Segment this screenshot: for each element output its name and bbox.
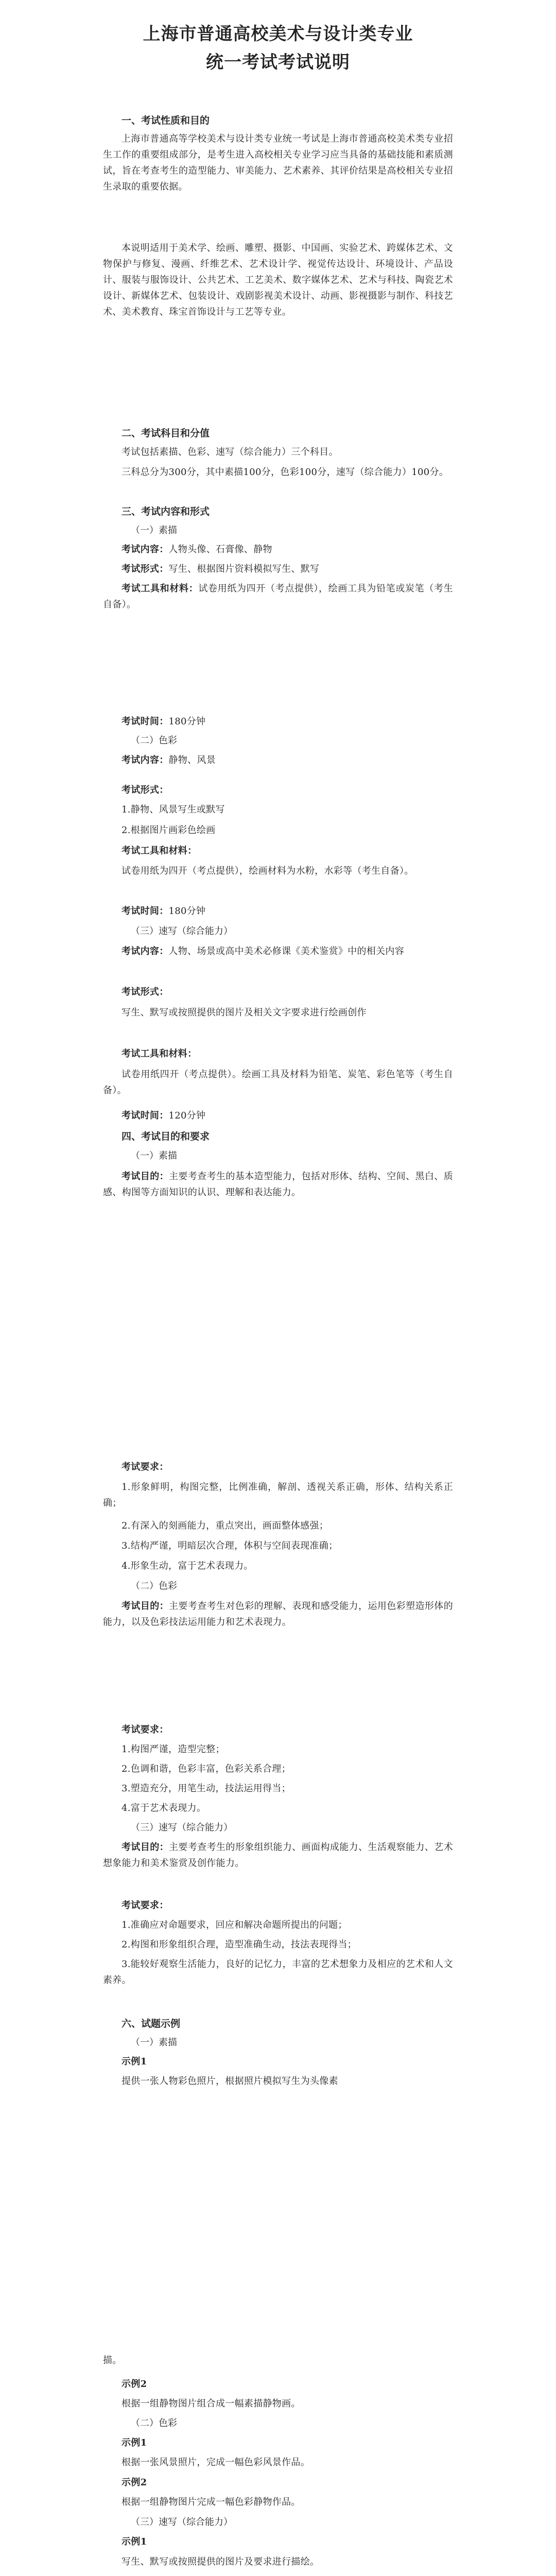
label: 考试工具和材料： xyxy=(121,583,199,594)
section-6-sketch-example-2-label xyxy=(103,2376,453,2392)
section-6-sketch-example-1-label xyxy=(103,2054,453,2070)
label: 考试形式： xyxy=(121,785,169,795)
label: 示例2 xyxy=(121,2379,147,2389)
section-3-quick-content xyxy=(103,943,453,959)
section-4-color-req-4: 4.富于艺术表现力。 xyxy=(121,1803,206,1814)
section-4-quick-req-label xyxy=(103,1897,453,1913)
section-4-sketch-purpose xyxy=(103,1168,453,1200)
value: 主要考查考生的基本造型能力，包括对形体、结构、空间、黑白、质感、构图等方面知识的认识、理解和表达能力。 xyxy=(103,1171,453,1198)
section-3-quick-tools-label xyxy=(103,1046,453,1062)
label: 考试形式： xyxy=(121,987,169,997)
section-4-color-heading: （二）色彩 xyxy=(131,1581,177,1591)
section-6-sketch-example-2-text: 根据一组静物图片组合成一幅素描静物画。 xyxy=(121,2398,301,2409)
section-4-color-req-label xyxy=(103,1722,453,1738)
section-6-color-example-2-text: 根据一组静物图片完成一幅色彩静物作品。 xyxy=(121,2497,301,2507)
value: 写生、根据图片资料模拟写生、默写 xyxy=(168,564,320,574)
label: 考试时间： xyxy=(121,906,169,917)
value: 120分钟 xyxy=(168,1110,206,1121)
label: 考试要求： xyxy=(121,1724,169,1735)
section-3-sketch-content xyxy=(103,541,453,557)
section-1-heading: 一、考试性质和目的 xyxy=(121,115,210,126)
value: 静物、风景 xyxy=(168,755,216,766)
section-2-heading: 二、考试科目和分值 xyxy=(121,428,210,439)
label: 考试工具和材料： xyxy=(121,845,197,856)
document-page xyxy=(103,0,453,2576)
label: 考试目的： xyxy=(121,1601,169,1612)
section-3-heading: 三、考试内容和形式 xyxy=(121,506,210,517)
section-1-paragraph-2: 本说明适用于美术学、绘画、雕塑、摄影、中国画、实验艺术、跨媒体艺术、文物保护与修复、漫画、纤维艺术、艺术设计学、视觉传达设计、环境设计、产品设计、服装与服饰设计、公共艺术、工艺美术、数字媒体艺术、艺术与科技、陶瓷艺术设计、新媒体艺术、包装设计、戏剧影视美术设计、动画、影视摄影与制作、科技艺术、美术教育、珠宝首饰设计与工艺等专业。 xyxy=(103,243,453,317)
section-3-color-form-1: 1.静物、风景写生或默写 xyxy=(121,804,225,815)
label: 考试内容： xyxy=(121,755,169,766)
section-4-sketch-req-4: 4.形象生动，富于艺术表现力。 xyxy=(121,1561,253,1571)
section-3-quick-tools: 试卷用纸四开（考点提供）。绘画工具及材料为铅笔、炭笔、彩色笔等（考生自备）。 xyxy=(103,1069,453,1096)
section-3-sketch-tools xyxy=(103,581,453,613)
section-6-sketch-example-1-text: 提供一张人物彩色照片，根据照片模拟写生为头像素 xyxy=(121,2076,338,2087)
section-6-quick-heading: （三）速写（综合能力） xyxy=(131,2517,233,2528)
section-2-paragraph-2: 三科总分为300分，其中素描100分，色彩100分，速写（综合能力）100分。 xyxy=(121,467,449,478)
value: 人物头像、石膏像、静物 xyxy=(168,544,272,555)
section-6-quick-example-2-label xyxy=(103,2574,453,2576)
section-2-paragraph-1: 考试包括素描、色彩、速写（综合能力）三个科目。 xyxy=(121,447,338,457)
section-3-sketch-form xyxy=(103,561,453,577)
section-4-heading: 四、考试目的和要求 xyxy=(121,1131,210,1142)
label: 考试时间： xyxy=(121,1110,169,1121)
value: 人物、场景或高中美术必修课《美术鉴赏》中的相关内容 xyxy=(168,946,404,957)
label: 考试工具和材料： xyxy=(121,1048,197,1059)
label: 示例1 xyxy=(121,2056,147,2067)
section-6-sketch-example-1-text-cont: 描。 xyxy=(103,2355,122,2366)
label: 示例1 xyxy=(121,2536,147,2547)
section-4-color-req-2: 2.色调和谐，色彩丰富，色彩关系合理； xyxy=(121,1764,291,1774)
section-3-quick-time xyxy=(103,1108,453,1124)
section-6-color-example-1-label xyxy=(103,2435,453,2451)
section-6-quick-example-1-label xyxy=(103,2534,453,2550)
section-4-sketch-req-2: 2.有深入的刻画能力，重点突出，画面整体感强； xyxy=(121,1520,329,1531)
section-3-color-heading: （二）色彩 xyxy=(131,735,177,746)
section-4-quick-req-2: 2.构图和形象组织合理，造型准确生动，技法表现得当； xyxy=(121,1939,357,1950)
section-6-color-example-2-label xyxy=(103,2475,453,2490)
section-6-quick-example-1-text: 写生、默写或按照提供的图片及要求进行描绘。 xyxy=(121,2556,320,2567)
value: 180分钟 xyxy=(168,906,206,917)
label: 考试形式： xyxy=(121,564,169,574)
section-4-color-req-1: 1.构图严谨，造型完整； xyxy=(121,1744,225,1755)
section-4-quick-heading: （三）速写（综合能力） xyxy=(131,1822,233,1833)
section-4-quick-req-1: 1.准确应对命题要求，回应和解决命题所提出的问题； xyxy=(121,1920,348,1930)
label: 考试内容： xyxy=(121,544,169,555)
section-3-color-form-2: 2.根据图片画彩色绘画 xyxy=(121,825,216,836)
section-3-quick-heading: （三）速写（综合能力） xyxy=(131,926,233,937)
section-6-color-example-1-text: 根据一张风景照片，完成一幅色彩风景作品。 xyxy=(121,2457,310,2468)
label: 考试要求： xyxy=(121,1462,169,1472)
section-3-sketch-time xyxy=(103,714,453,730)
section-6-sketch-heading: （一）素描 xyxy=(131,2037,177,2048)
section-4-quick-purpose xyxy=(103,1839,453,1871)
label: 考试目的： xyxy=(121,1171,169,1182)
label: 考试内容： xyxy=(121,946,169,957)
section-3-sketch-heading: （一）素描 xyxy=(131,525,177,536)
section-6-color-heading: （二）色彩 xyxy=(131,2418,177,2429)
value: 180分钟 xyxy=(168,716,206,727)
value: 主要考查考生对色彩的理解、表现和感受能力，运用色彩塑造形体的能力，以及色彩技法运用能力和艺术表现力。 xyxy=(103,1601,453,1628)
section-4-quick-req-3: 3.能较好观察生活能力，良好的记忆力，丰富的艺术想象力及相应的艺术和人文素养。 xyxy=(103,1959,453,1986)
section-3-color-tools-label xyxy=(103,843,453,859)
section-4-sketch-heading: （一）素描 xyxy=(131,1150,177,1161)
section-4-sketch-req-label xyxy=(103,1459,453,1475)
section-6-heading: 六、试题示例 xyxy=(121,2018,181,2029)
section-3-color-time xyxy=(103,903,453,919)
section-3-color-form-label xyxy=(103,782,453,798)
section-3-quick-form: 写生、默写或按照提供的图片及相关文字要求进行绘画创作 xyxy=(121,1007,367,1018)
section-4-sketch-req-3: 3.结构严谨，明暗层次合理，体积与空间表现准确； xyxy=(121,1540,338,1551)
label: 示例2 xyxy=(121,2477,147,2488)
section-4-color-purpose xyxy=(103,1598,453,1630)
label: 考试目的： xyxy=(121,1842,169,1853)
section-3-color-content xyxy=(103,752,453,768)
value: 试卷用纸为四开（考点提供），绘画工具为铅笔或炭笔（考生自备）。 xyxy=(103,583,453,610)
section-1-paragraph-1: 上海市普通高等学校美术与设计类专业统一考试是上海市普通高校美术类专业招生工作的重要组成部分，是考生进入高校相关专业学习应当具备的基础技能和素质测试，旨在考查考生的造型能力、审美能力、艺术素养、其评价结果是高校相关专业招生录取的重要依据。 xyxy=(103,133,453,192)
label: 考试时间： xyxy=(121,716,169,727)
label: 示例1 xyxy=(121,2437,147,2448)
section-4-color-req-3: 3.塑造充分，用笔生动，技法运用得当； xyxy=(121,1783,291,1794)
document-title-line-2: 统一考试考试说明 xyxy=(206,52,350,73)
document-title-line-1: 上海市普通高校美术与设计类专业 xyxy=(143,24,413,44)
value: 主要考查考生的形象组织能力、画面构成能力、生活观察能力、艺术想象能力和美术鉴赏及创作能力。 xyxy=(103,1842,453,1869)
section-3-color-tools: 试卷用纸为四开（考点提供），绘画材料为水粉，水彩等（考生自备）。 xyxy=(121,866,414,876)
section-3-quick-form-label xyxy=(103,984,453,1000)
label: 考试要求： xyxy=(121,1900,169,1911)
section-4-sketch-req-1: 1.形象鲜明，构图完整，比例准确，解剖、透视关系正确，形体、结构关系正确； xyxy=(103,1482,453,1509)
